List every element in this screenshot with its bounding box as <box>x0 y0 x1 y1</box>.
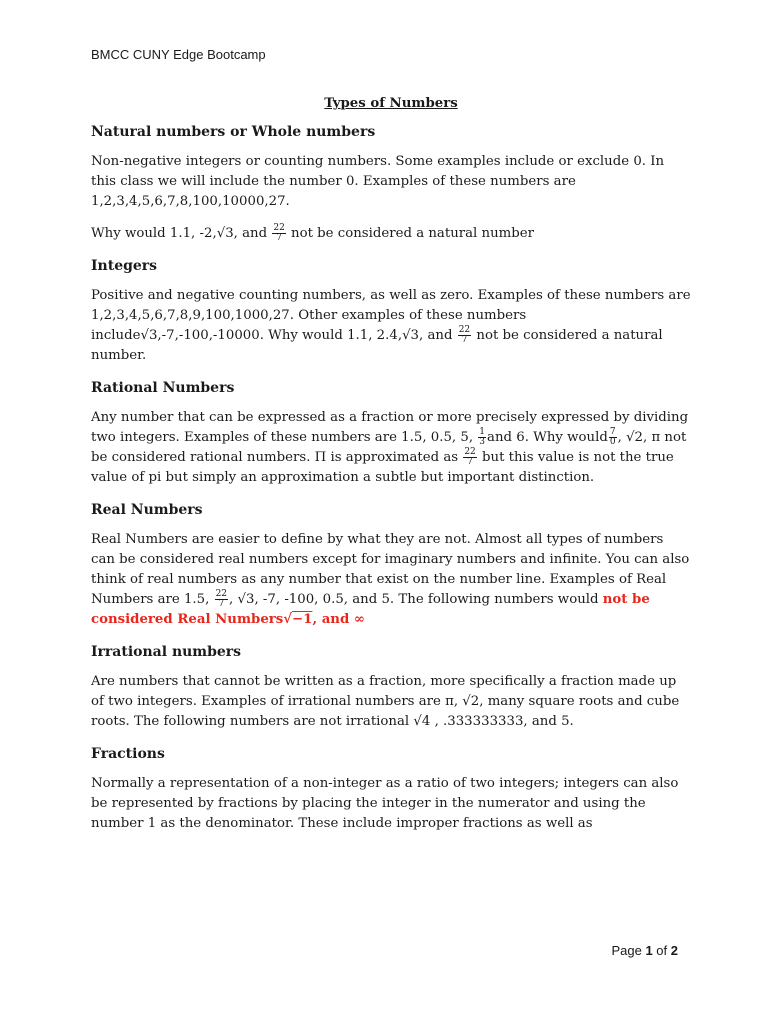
heading-rational-numbers: Rational Numbers <box>91 380 235 396</box>
sqrt-expression: √3 <box>402 328 420 343</box>
sqrt-value: 4 <box>421 714 431 729</box>
heading-real-numbers: Real Numbers <box>91 502 203 518</box>
text-segment: not be considered a natural number <box>286 226 534 241</box>
fraction-numerator: 1 <box>479 427 486 437</box>
fraction <box>215 590 228 609</box>
text-segment: not be considered Real Numbers <box>91 592 650 627</box>
sqrt-expression: √3 <box>216 226 234 241</box>
page-current: 1 <box>645 943 653 958</box>
fraction <box>609 428 617 447</box>
paragraph-irrational-numbers <box>91 672 691 732</box>
sqrt-expression: √−1 <box>283 612 313 627</box>
text-segment: , π not be considered rational numbers. Π is approximated as <box>91 430 687 465</box>
text-segment: and 6. Why would <box>487 430 608 445</box>
fraction-denominator: 3 <box>479 437 486 447</box>
fraction-denominator: 7 <box>467 457 473 467</box>
sqrt-value: 3 <box>410 328 420 343</box>
fraction <box>478 428 486 447</box>
text-segment: Real Numbers are easier to define by what they are not. Almost all types of numbers can be considered real numbers except for imaginary numbers and infinite. You can also think of real numbers as any number that exist on the number line. Examples of Real Numbers are 1.5, <box>91 532 690 607</box>
text-segment: , and <box>233 226 272 241</box>
fraction <box>272 224 285 243</box>
text-segment: Positive and negative counting numbers, as well as zero. Examples of these numbers are 1,2,3,4,5,6,7,8,9,100,1000,27. Other examples of these numbers include <box>91 288 691 343</box>
fraction-denominator: 7 <box>276 233 282 243</box>
paragraph-rational-numbers <box>91 408 691 488</box>
sqrt-expression: √3 <box>140 328 158 343</box>
document-body <box>91 90 691 846</box>
text-segment: Are numbers that cannot be written as a fraction, more specifically a fraction made up of two integers. Examples of irrational numbers are π, <box>91 674 677 709</box>
heading-fractions: Fractions <box>91 746 165 762</box>
sqrt-value: 3 <box>225 226 234 241</box>
sqrt-value: 2 <box>470 694 480 709</box>
paragraph-natural-numbers: Non-negative integers or counting numbers. Some examples include or exclude 0. In this class we will include the number 0. Examples of these numbers are 1,2,3,4,5,6,7,8,100,10000,27. <box>91 154 665 209</box>
fraction <box>463 448 476 467</box>
page-header: BMCC CUNY Edge Bootcamp <box>91 47 266 62</box>
fraction-numerator: 22 <box>464 447 476 457</box>
sqrt-expression: √3 <box>237 592 255 607</box>
page-label: Page <box>611 943 646 958</box>
text-segment: , and <box>419 328 457 343</box>
fraction-numerator: 22 <box>215 589 228 599</box>
heading-irrational-numbers: Irrational numbers <box>91 644 242 660</box>
fraction-denominator: 7 <box>461 335 468 345</box>
text-segment: Why would 1.1, -2, <box>91 226 217 241</box>
heading-integers: Integers <box>91 258 158 274</box>
sqrt-expression: √2 <box>462 694 480 709</box>
sqrt-expression: √4 <box>413 714 431 729</box>
text-segment: ,-7,-100,-10000. Why would 1.1, 2.4, <box>157 328 403 343</box>
paragraph-real-numbers <box>91 530 691 630</box>
text-segment: , .333333333, and 5. <box>430 714 574 729</box>
text-segment: but this value is not the true value of pi but simply an approximation a subtle but important distinction. <box>91 450 674 485</box>
fraction <box>458 326 471 345</box>
text-segment: , <box>229 592 238 607</box>
page-footer <box>611 943 678 958</box>
fraction-denominator: 7 <box>218 599 225 609</box>
sqrt-value: 3 <box>148 328 158 343</box>
sqrt-value: 3 <box>245 592 255 607</box>
heading-natural-numbers: Natural numbers or Whole numbers <box>91 124 376 140</box>
sqrt-value: 2 <box>634 430 644 445</box>
fraction-numerator: 22 <box>273 223 285 233</box>
text-segment: not be considered a natural number. <box>91 328 663 363</box>
sqrt-expression: √2 <box>626 430 644 445</box>
text-segment: , many square roots and cube roots. The following numbers are not irrational <box>91 694 680 729</box>
page-of-label: of <box>652 943 671 958</box>
paragraph-integers <box>91 286 691 366</box>
text-segment: , -7, -100, 0.5, and 5. The following numbers would <box>254 592 603 607</box>
paragraph-fractions: Normally a representation of a non-integer as a ratio of two integers; integers can also be represented by fractions by placing the integer in the numerator and using the number 1 as the denominator. These include improper fractions as well as <box>91 776 679 831</box>
page-title: Types of Numbers <box>324 96 458 111</box>
fraction-numerator: 22 <box>458 325 471 335</box>
text-segment: , <box>617 430 627 445</box>
fraction-denominator: 0 <box>609 437 616 447</box>
fraction-numerator: 7 <box>609 427 616 437</box>
text-segment: Any number that can be expressed as a fraction or more precisely expressed by dividing two integers. Examples of these numbers are 1.5, 0.5, 5, <box>91 410 689 445</box>
page-total: 2 <box>670 943 678 958</box>
paragraph-natural-question <box>91 224 691 244</box>
text-segment: , and ∞ <box>312 612 365 627</box>
sqrt-value: −1 <box>292 612 313 627</box>
